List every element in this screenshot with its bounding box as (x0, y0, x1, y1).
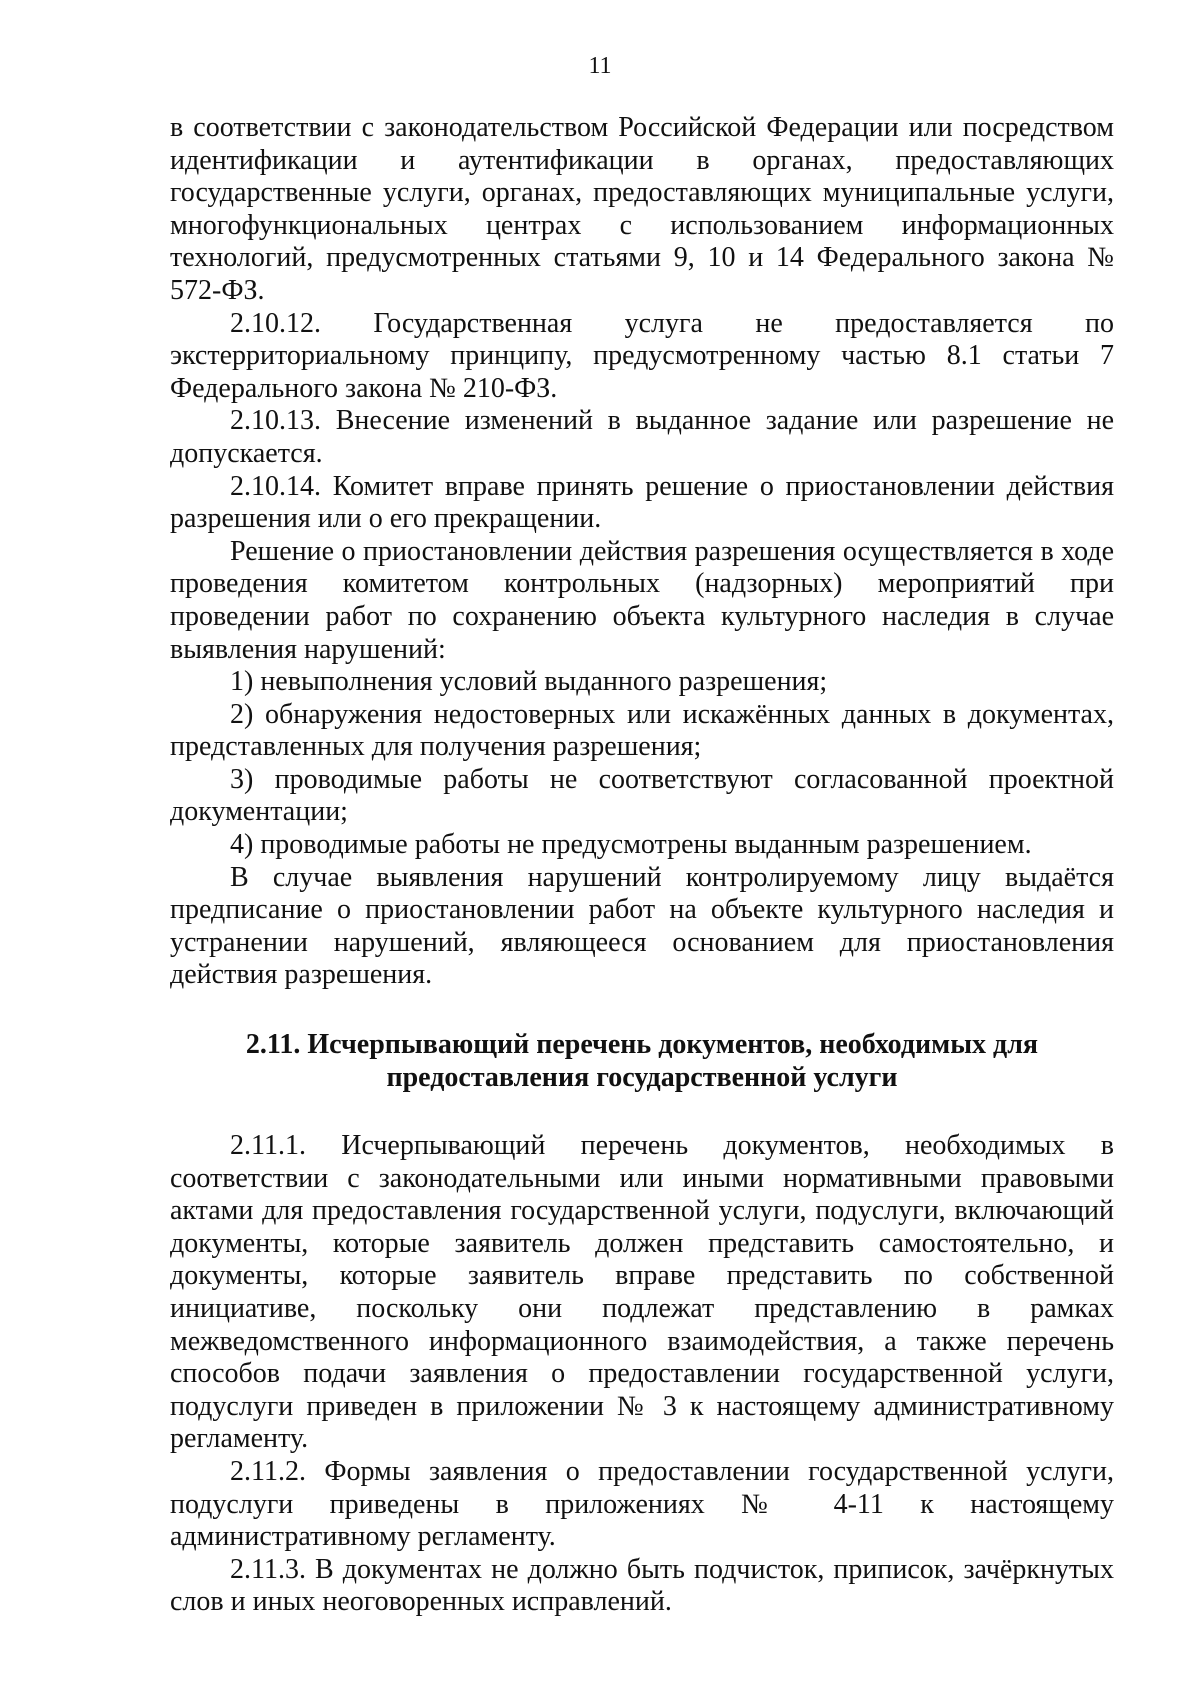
paragraph-violations: В случае выявления нарушений контролируемому лицу выдаётся предписание о приостановлении работ на объекте культурного наследия и устранении нарушений, являющееся основанием для приостановления действия разрешения. (170, 861, 1114, 991)
document-body (170, 112, 1114, 1619)
list-item-3: 3) проводимые работы не соответствуют согласованной проектной документации; (170, 763, 1114, 828)
page-number: 11 (588, 53, 612, 79)
list-item-2: 2) обнаружения недостоверных или искажённых данных в документах, представленных для получения разрешения; (170, 698, 1114, 763)
paragraph-2-11-3: 2.11.3. В документах не должно быть подчисток, приписок, зачёркнутых слов и иных неоговоренных исправлений. (170, 1553, 1114, 1618)
paragraph-2-10-13: 2.10.13. Внесение изменений в выданное задание или разрешение не допускается. (170, 405, 1114, 469)
paragraph-2-10-14: 2.10.14. Комитет вправе принять решение о приостановлении действия разрешения или о его прекращении. (170, 470, 1114, 535)
section-heading-line-1: 2.11. Исчерпывающий перечень документов, необходимых для (245, 1029, 1039, 1061)
paragraph-2-11-2: 2.11.2. Формы заявления о предоставлении государственной услуги, подуслуги приведены в приложениях № 4-11 к настоящему административному регламенту. (170, 1455, 1114, 1553)
list-item-4: 4) проводимые работы не предусмотрены выданным разрешением. (230, 829, 1032, 861)
paragraph-2-11-1: 2.11.1. Исчерпывающий перечень документов, необходимых в соответствии с законодательными или иными нормативными правовыми актами для предоставления государственной услуги, подуслуги, включающий документы, которые заявитель должен представить самостоятельно, и документы, которые заявитель вправе представить по собственной инициативе, поскольку они подлежат представлению в рамках межведомственного информационного взаимодействия, а также перечень способов подачи заявления о предоставлении государственной услуги, подуслуги приведен в приложении № 3 к настоящему административному регламенту. (170, 1130, 1114, 1455)
paragraph-2-10-12: 2.10.12. Государственная услуга не предоставляется по экстерриториальному принципу, предусмотренному частью 8.1 статьи 7 Федерального закона № 210-ФЗ. (170, 307, 1114, 404)
paragraph: в соответствии с законодательством Российской Федерации или посредством идентификации и аутентификации в органах, предоставляющих государственные услуги, органах, предоставляющих муниципальные услуги, многофункциональных центрах с использованием информационных технологий, предусмотренных статьями 9, 10 и 14 Федерального закона № 572-ФЗ. (170, 112, 1114, 306)
paragraph-suspension-decision: Решение о приостановлении действия разрешения осуществляется в ходе проведения комитетом контрольных (надзорных) мероприятий при проведении работ по сохранению объекта культурного наследия в случае выявления нарушений: (170, 535, 1114, 665)
section-heading-line-2: предоставления государственной услуги (386, 1062, 898, 1094)
section-heading-2-11 (170, 1028, 1114, 1094)
list-item-1: 1) невыполнения условий выданного разрешения; (230, 666, 828, 698)
